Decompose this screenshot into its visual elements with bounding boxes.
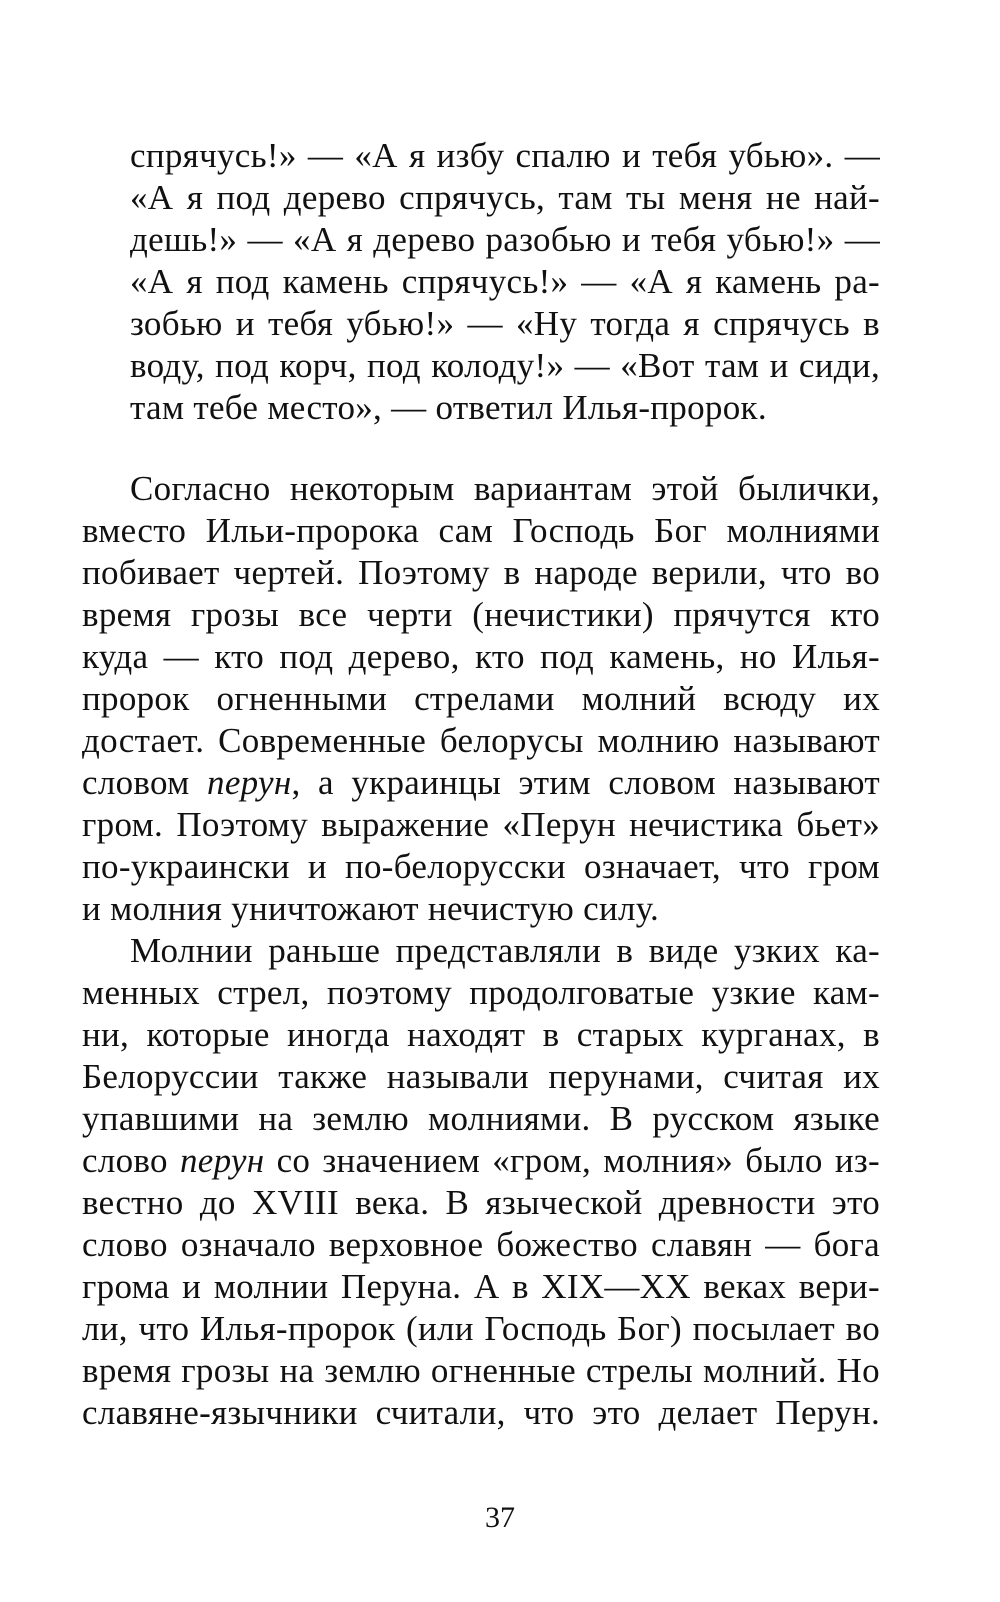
text-line: Белоруссии также называли перунами, считая их	[82, 1057, 880, 1096]
quote-line: спрячусь!» — «А я избу спалю и тебя убью». —	[130, 136, 880, 175]
text-segment: со значением «гром, молния» было из-	[264, 1141, 880, 1180]
quote-line: «А я под камень спрячусь!» — «А я камень ра-	[130, 262, 880, 301]
text-line: Молнии раньше представляли в виде узких ка-	[130, 931, 880, 970]
text-line: ли, что Илья-пророк (или Господь Бог) посылает во	[82, 1309, 880, 1348]
text-line: пророк огненными стрелами молний всюду их	[82, 679, 880, 718]
quote-line: воду, под корч, под колоду!» — «Вот там и сиди,	[130, 346, 880, 385]
quote-line: там тебе место», — ответил Илья-пророк.	[130, 388, 767, 427]
text-segment: слово	[82, 1141, 180, 1180]
text-line: по-украински и по-белорусски означает, что гром	[82, 847, 880, 886]
text-line: слово означало верховное божество славян — бога	[82, 1225, 880, 1264]
text-segment: , а украинцы этим словом называют	[291, 763, 880, 802]
text-line: время грозы на землю огненные стрелы молний. Но	[82, 1351, 880, 1390]
text-line: гром. Поэтому выражение «Перун нечистика бьет»	[82, 805, 880, 844]
text-line	[82, 762, 880, 804]
text-line: славяне-язычники считали, что это делает Перун.	[82, 1393, 880, 1432]
quote-line: зобью и тебя убью!» — «Ну тогда я спрячусь в	[130, 304, 880, 343]
text-segment: словом	[82, 763, 208, 802]
text-line: Согласно некоторым вариантам этой былички,	[130, 469, 880, 508]
text-line	[82, 1140, 880, 1182]
text-line: достает. Современные белорусы молнию называют	[82, 721, 880, 760]
quote-line: дешь!» — «А я дерево разобью и тебя убью!» —	[130, 220, 880, 259]
text-line: вместо Ильи-пророка сам Господь Бог молниями	[82, 511, 880, 550]
text-line: побивает чертей. Поэтому в народе верили, что во	[82, 553, 880, 592]
page-number: 37	[485, 1501, 515, 1534]
text-line: ни, которые иногда находят в старых курганах, в	[82, 1015, 880, 1054]
text-line: и молния уничтожают нечистую силу.	[82, 889, 660, 928]
italic-term: перун	[179, 1141, 265, 1180]
quote-line: «А я под дерево спрячусь, там ты меня не най-	[130, 178, 880, 217]
italic-term: перун	[207, 763, 292, 802]
text-line: куда — кто под дерево, кто под камень, но Илья-	[82, 637, 880, 676]
text-line: время грозы все черти (нечистики) прячутся кто	[82, 595, 880, 634]
text-line: вестно до XVIII века. В языческой древности это	[82, 1183, 880, 1222]
text-line: менных стрел, поэтому продолговатые узкие кам-	[82, 973, 880, 1012]
text-line: грома и молнии Перуна. А в XIX—XX веках вери-	[82, 1267, 880, 1306]
text-line: упавшими на землю молниями. В русском языке	[82, 1099, 880, 1138]
